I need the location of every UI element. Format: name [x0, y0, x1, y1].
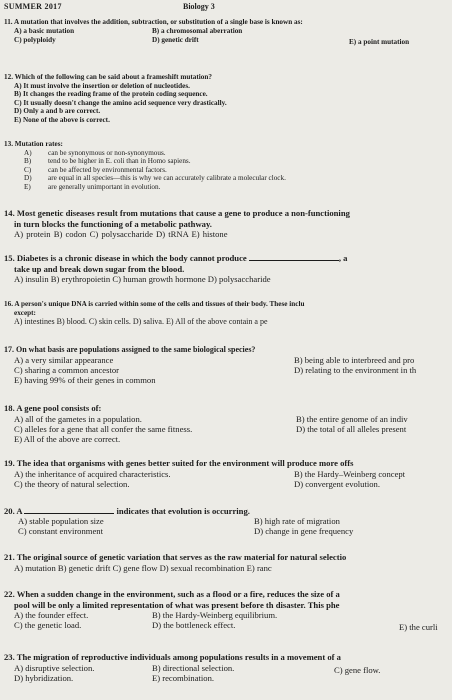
question-20: [4, 505, 452, 545]
question-stem-continued: take up and break down sugar from the blood.: [14, 263, 185, 274]
question-15: [4, 252, 452, 285]
question-stem: 12. Which of the following can be said about a frameshift mutation?: [4, 73, 212, 81]
option-e: [4, 183, 452, 192]
question-stem-continued: in turn blocks the functioning of a metabolic pathway.: [14, 218, 212, 229]
question-stem: 17. On what basis are populations assigned to the same biological species?: [4, 345, 256, 354]
option-b: B) the entire genome of an indiv: [296, 414, 408, 424]
option-text: tend to be higher in E. coli than in Homo sapiens.: [48, 157, 191, 166]
course-title: Biology 3: [183, 2, 215, 11]
option-e: E) having 99% of their genes in common: [14, 375, 156, 385]
option-text: are equal in all species—this is why we can accurately calibrate a molecular clock.: [48, 174, 286, 183]
question-stem: 18. A gene pool consists of:: [4, 403, 102, 413]
question-stem: [4, 252, 452, 264]
option-b: [4, 157, 452, 166]
option-d: D) convergent evolution.: [294, 479, 380, 489]
answer-options: A) mutation B) genetic drift C) gene flow D) sexual recombination E) ranc: [14, 562, 272, 573]
option-a: A) disruptive selection.: [14, 663, 95, 673]
question-stem: 13. Mutation rates:: [4, 140, 63, 148]
option-d: D) change in gene frequency: [254, 526, 354, 536]
option-a: A) all of the gametes in a population.: [14, 414, 142, 424]
option-e: E) a point mutation: [349, 38, 410, 46]
question-stem: 14. Most genetic diseases result from mutations that cause a gene to produce a non-functioning: [4, 208, 350, 218]
question-13: [4, 140, 452, 192]
question-stem-continued: pool will be only a limited representation of what was present before th disaster. This phe: [14, 599, 340, 610]
option-b: B) a chromosomal aberration: [152, 27, 243, 35]
question-stem: [4, 505, 452, 517]
question-22: [4, 589, 452, 644]
question-number: 20. A: [4, 506, 23, 516]
question-21: [4, 552, 452, 573]
option-b: B) high rate of migration: [254, 516, 340, 526]
option-e: E) All of the above are correct.: [14, 434, 121, 444]
answer-blank: [24, 505, 114, 514]
option-c: [4, 166, 452, 175]
option-c: C) alleles for a gene that all confer the same fitness.: [14, 424, 193, 434]
option-c: C) the genetic load.: [14, 620, 82, 630]
option-c: C) polyploidy: [14, 36, 56, 44]
question-12: [4, 73, 452, 125]
option-a: A) a basic mutation: [14, 27, 75, 35]
question-stem-end: , a: [338, 253, 348, 263]
option-a: [4, 149, 452, 158]
option-e: E) recombination.: [152, 673, 215, 683]
option-c: C) sharing a common ancestor: [14, 365, 120, 375]
option-d: D) the total of all alleles present: [296, 424, 407, 434]
option-label: C): [24, 165, 32, 174]
question-14: [4, 208, 452, 240]
option-b: B) directional selection.: [152, 663, 235, 673]
question-16: [4, 300, 452, 327]
option-text: can be affected by environmental factors.: [48, 165, 167, 174]
answer-options: A) insulin B) erythropoietin C) human growth hormone D) polysaccharide: [14, 274, 271, 284]
option-b: B) It changes the reading frame of the protein coding sequence.: [14, 90, 208, 99]
question-18: [4, 403, 452, 451]
option-label: D): [24, 174, 32, 183]
option-d: D) Only a and b are correct.: [14, 107, 101, 116]
answer-blank: [249, 252, 339, 261]
option-label: A): [24, 148, 32, 157]
exam-term: SUMMER 2017: [4, 2, 62, 11]
question-stem: 19. The idea that organisms with genes better suited for the environment will produce more offs: [4, 458, 354, 468]
question-19: [4, 458, 452, 496]
option-b: B) being able to interbreed and pro: [294, 355, 415, 365]
question-11: [4, 18, 452, 62]
option-a: A) a very similar appearance: [14, 355, 114, 365]
option-label: E): [24, 182, 31, 191]
option-text: are generally unimportant in evolution.: [48, 182, 161, 191]
question-stem: 16. A person's unique DNA is carried within some of the cells and tissues of their body. These inclu: [4, 300, 305, 308]
question-stem: 23. The migration of reproductive individuals among populations results in a movement of a: [4, 652, 341, 662]
question-stem-continued: except:: [14, 308, 36, 317]
option-d: D) genetic drift: [152, 36, 199, 44]
option-d: D) hybridization.: [14, 673, 74, 683]
question-stem: 21. The original source of genetic variation that serves as the raw material for natural selectio: [4, 552, 347, 562]
question-17: [4, 345, 452, 393]
option-e: E) the curli: [399, 622, 438, 632]
question-stem-text: indicates that evolution is occurring.: [116, 506, 250, 516]
option-c: C) the theory of natural selection.: [14, 479, 130, 489]
answer-options: A) intestines B) blood. C) skin cells. D) saliva. E) All of the above contain a pe: [14, 317, 268, 327]
option-d: [4, 174, 452, 183]
option-a: A) It must involve the insertion or deletion of nucleotides.: [14, 81, 190, 90]
option-d: D) the bottleneck effect.: [152, 620, 236, 630]
option-c: C) It usually doesn't change the amino acid sequence very drastically.: [14, 98, 227, 107]
option-a: A) the inheritance of acquired characteristics.: [14, 469, 171, 479]
question-stem: 11. A mutation that involves the addition, subtraction, or substitution of a single base is known as:: [4, 18, 303, 26]
option-e: E) None of the above is correct.: [14, 115, 110, 124]
option-b: B) the Hardy–Weinberg concept: [294, 469, 406, 479]
option-a: A) stable population size: [18, 516, 104, 526]
question-stem-text: 15. Diabetes is a chronic disease in which the body cannot produce: [4, 253, 247, 263]
option-text: can be synonymous or non-synonymous.: [48, 148, 166, 157]
option-a: A) the founder effect.: [14, 610, 89, 620]
answer-options: A) protein B) codon C) polysaccharide D) tRNA E) histone: [14, 229, 228, 239]
option-c: C) gene flow.: [334, 665, 381, 675]
question-23: [4, 652, 452, 697]
option-label: B): [24, 157, 32, 166]
option-b: B) the Hardy-Weinberg equilibrium.: [152, 610, 278, 620]
option-d: D) relating to the environment in th: [294, 365, 417, 375]
question-stem: 22. When a sudden change in the environment, such as a flood or a fire, reduces the size of a: [4, 589, 340, 599]
option-c: C) constant environment: [18, 526, 103, 536]
